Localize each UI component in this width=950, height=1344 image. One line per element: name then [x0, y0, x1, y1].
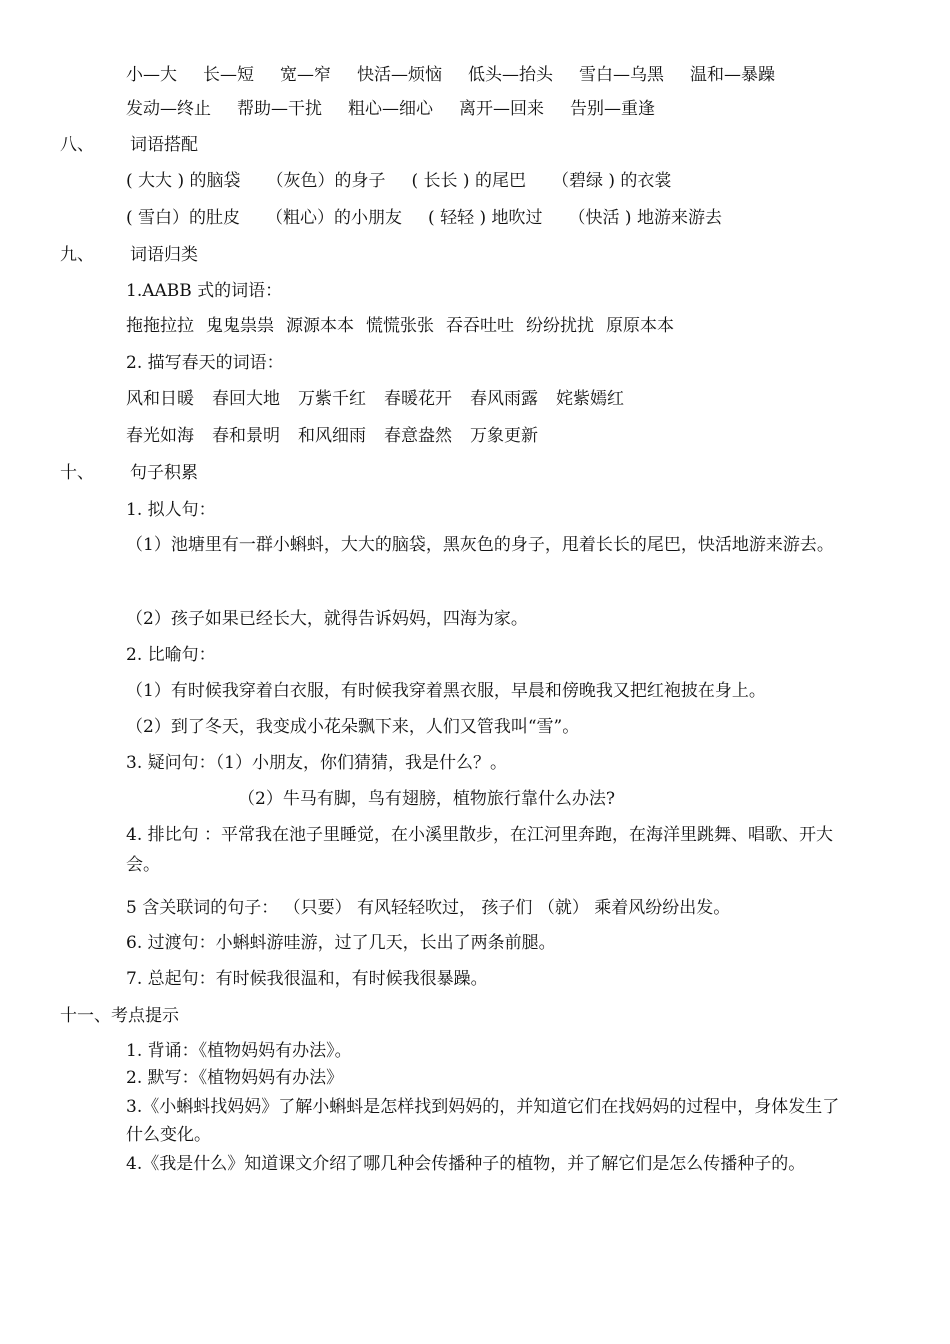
antonyms-row-1: [126, 64, 775, 86]
subheading-spring: 2. 描写春天的词语：: [126, 353, 284, 373]
spring-words-row-2: [126, 425, 538, 447]
subheading-aabb: 1.AABB 式的词语：: [126, 281, 283, 301]
antonym-pair: 快活—烦恼: [357, 65, 442, 85]
sentence-type-transition: 6. 过渡句：小蝌蚪游哇游，过了几天，长出了两条前腿。: [126, 933, 556, 953]
collocation: （粗心）的小朋友: [266, 208, 403, 228]
word: 春暖花开: [384, 389, 452, 409]
sentence-type-conjunction: 5 含关联词的句子： （只要） 有风轻轻吹过， 孩子们 （就） 乘着风纷纷出发。: [126, 898, 731, 918]
antonym-pair: 小—大: [126, 65, 177, 85]
word: 原原本本: [606, 316, 674, 336]
tip-item: 3.《小蝌蚪找妈妈》了解小蝌蚪是怎样找到妈妈的，并知道它们在找妈妈的过程中，身体发生了什么变化。: [126, 1097, 840, 1145]
antonym-pair: 告别—重逢: [570, 99, 655, 119]
word: 和风细雨: [298, 426, 366, 446]
word: 春光如海: [126, 426, 194, 446]
word: 春风雨露: [470, 389, 538, 409]
tip-item: 4.《我是什么》知道课文介绍了哪几种会传播种子的植物，并了解它们是怎么传播种子的。: [126, 1154, 806, 1174]
section-number: 十、: [60, 463, 94, 483]
collocation: ( 长长 ) 的尾巴: [411, 171, 526, 191]
tip-item: 2. 默写：《植物妈妈有办法》: [126, 1068, 344, 1088]
section-number: 八、: [60, 135, 94, 155]
word: 春回大地: [212, 389, 280, 409]
antonym-pair: 帮助—干扰: [237, 99, 322, 119]
word: 姹紫嫣红: [556, 389, 624, 409]
antonym-pair: 雪白—乌黑: [579, 65, 664, 85]
sentence-type-personification: 1. 拟人句：: [126, 500, 216, 520]
section-number: 九、: [60, 245, 94, 265]
antonym-pair: 长—短: [203, 65, 254, 85]
section-heading-9: [60, 244, 198, 266]
sentence-example: （2）孩子如果已经长大，就得告诉妈妈，四海为家。: [126, 609, 528, 629]
word: 风和日暖: [126, 389, 194, 409]
word: 纷纷扰扰: [526, 316, 594, 336]
tip-item: 1. 背诵：《植物妈妈有办法》。: [126, 1041, 352, 1061]
sentence-type-metaphor: 2. 比喻句：: [126, 645, 216, 665]
antonym-pair: 粗心—细心: [348, 99, 433, 119]
word: 鬼鬼祟祟: [206, 316, 274, 336]
sentence-type-topic: 7. 总起句：有时候我很温和，有时候我很暴躁。: [126, 969, 488, 989]
word: 春和景明: [212, 426, 280, 446]
word: 春意盎然: [384, 426, 452, 446]
spring-words-row-1: [126, 388, 624, 410]
sentence-type-question: 3. 疑问句：（1）小朋友，你们猜猜，我是什么？。: [126, 753, 507, 773]
sentence-example: （2）牛马有脚，鸟有翅膀，植物旅行靠什么办法?: [238, 789, 615, 809]
word: 慌慌张张: [366, 316, 434, 336]
word: 万紫千红: [298, 389, 366, 409]
collocation: （碧绿 ) 的衣裳: [551, 171, 672, 191]
sentence-example: （2）到了冬天，我变成小花朵飘下来，人们又管我叫“雪”。: [126, 717, 580, 737]
word: 万象更新: [470, 426, 538, 446]
section-heading-8: [60, 134, 198, 156]
collocation-row-2: [126, 207, 722, 229]
section-title: 词语搭配: [130, 135, 198, 155]
section-title: 句子积累: [130, 463, 198, 483]
antonyms-row-2: [126, 98, 655, 120]
aabb-words: [126, 315, 674, 337]
section-title: 词语归类: [130, 245, 198, 265]
word: 吞吞吐吐: [446, 316, 514, 336]
antonym-pair: 温和—暴躁: [690, 65, 775, 85]
collocation-row-1: [126, 170, 671, 192]
collocation: （快活 ) 地游来游去: [568, 208, 722, 228]
word: 拖拖拉拉: [126, 316, 194, 336]
section-heading-11: 十一、考点提示: [60, 1006, 179, 1026]
collocation: ( 大大 ) 的脑袋: [126, 171, 241, 191]
section-heading-10: [60, 462, 198, 484]
antonym-pair: 发动—终止: [126, 99, 211, 119]
sentence-example: （1）有时候我穿着白衣服，有时候我穿着黑衣服，早晨和傍晚我又把红袍披在身上。: [126, 681, 766, 701]
collocation: （灰色）的身子: [266, 171, 386, 191]
collocation: ( 雪白）的肚皮: [126, 208, 241, 228]
antonym-pair: 低头—抬头: [468, 65, 553, 85]
collocation: ( 轻轻 ) 地吹过: [428, 208, 543, 228]
antonym-pair: 离开—回来: [459, 99, 544, 119]
word: 源源本本: [286, 316, 354, 336]
antonym-pair: 宽—窄: [280, 65, 331, 85]
sentence-type-parallelism: 4. 排比句 ：平常我在池子里睡觉，在小溪里散步，在江河里奔跑，在海洋里跳舞、唱歌、开大会。: [126, 825, 834, 875]
sentence-example: （1）池塘里有一群小蝌蚪，大大的脑袋，黑灰色的身子，甩着长长的尾巴，快活地游来游去。: [126, 535, 834, 555]
